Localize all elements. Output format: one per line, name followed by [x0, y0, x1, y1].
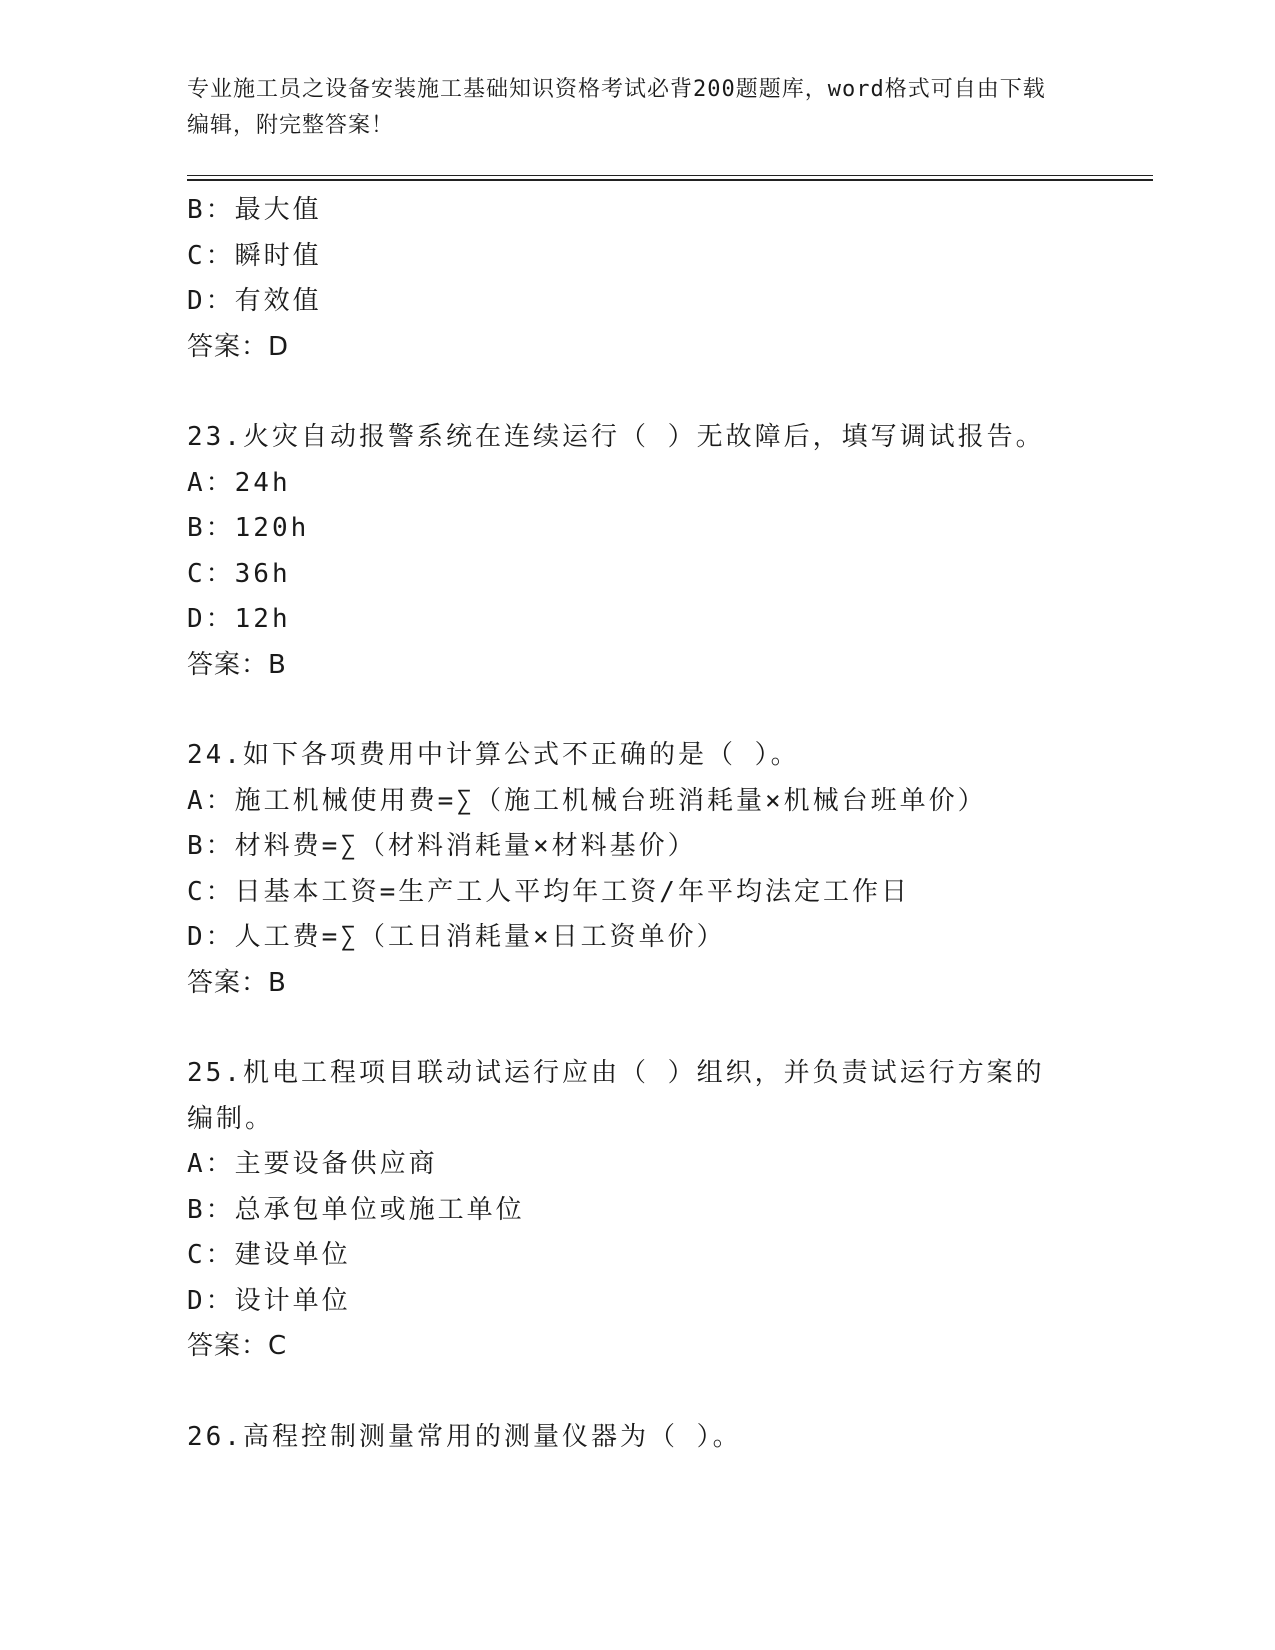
answer-line: 答案：B	[187, 649, 287, 680]
option-c: C：日基本工资=生产工人平均年工资/年平均法定工作日	[187, 876, 910, 907]
header-divider-thick	[187, 179, 1153, 181]
spacer	[187, 688, 1067, 733]
answer-line: 答案：D	[187, 331, 290, 362]
question-26	[187, 1415, 1067, 1461]
question-title: 23.火灾自动报警系统在连续运行（ ）无故障后，填写调试报告。	[187, 422, 1045, 452]
question-23	[187, 415, 1067, 688]
option-b: B：材料费=∑（材料消耗量×材料基价）	[187, 831, 697, 861]
option-d: D：12h	[187, 604, 291, 634]
carryover-block	[187, 188, 1067, 370]
option-c: C：建设单位	[187, 1240, 351, 1270]
option-c: C：瞬时值	[187, 240, 322, 271]
option-a: A：24h	[187, 467, 291, 498]
question-title: 25.机电工程项目联动试运行应由（ ）组织，并负责试运行方案的编制。	[187, 1058, 1045, 1134]
question-content	[187, 188, 1067, 1460]
question-title: 26.高程控制测量常用的测量仪器为（ ）。	[187, 1421, 742, 1452]
question-25	[187, 1051, 1067, 1370]
option-b: B：最大值	[187, 195, 322, 225]
answer-line: 答案：B	[187, 967, 287, 998]
spacer	[187, 370, 1067, 415]
question-24	[187, 733, 1067, 1006]
option-a: A：主要设备供应商	[187, 1149, 438, 1179]
option-d: D：人工费=∑（工日消耗量×日工资单价）	[187, 922, 726, 952]
option-c: C：36h	[187, 558, 291, 589]
answer-line: 答案：C	[187, 1331, 288, 1361]
header-divider-thin	[187, 175, 1153, 176]
option-b: B：120h	[187, 513, 310, 543]
document-header: 专业施工员之设备安装施工基础知识资格考试必背200题题库，word格式可自由下载编辑，附完整答案！	[187, 77, 1046, 138]
option-d: D：设计单位	[187, 1285, 351, 1316]
spacer	[187, 1006, 1067, 1051]
spacer	[187, 1370, 1067, 1415]
option-a: A：施工机械使用费=∑（施工机械台班消耗量×机械台班单价）	[187, 785, 987, 816]
option-d: D：有效值	[187, 286, 322, 316]
option-b: B：总承包单位或施工单位	[187, 1194, 525, 1225]
question-title: 24.如下各项费用中计算公式不正确的是（ ）。	[187, 740, 800, 770]
